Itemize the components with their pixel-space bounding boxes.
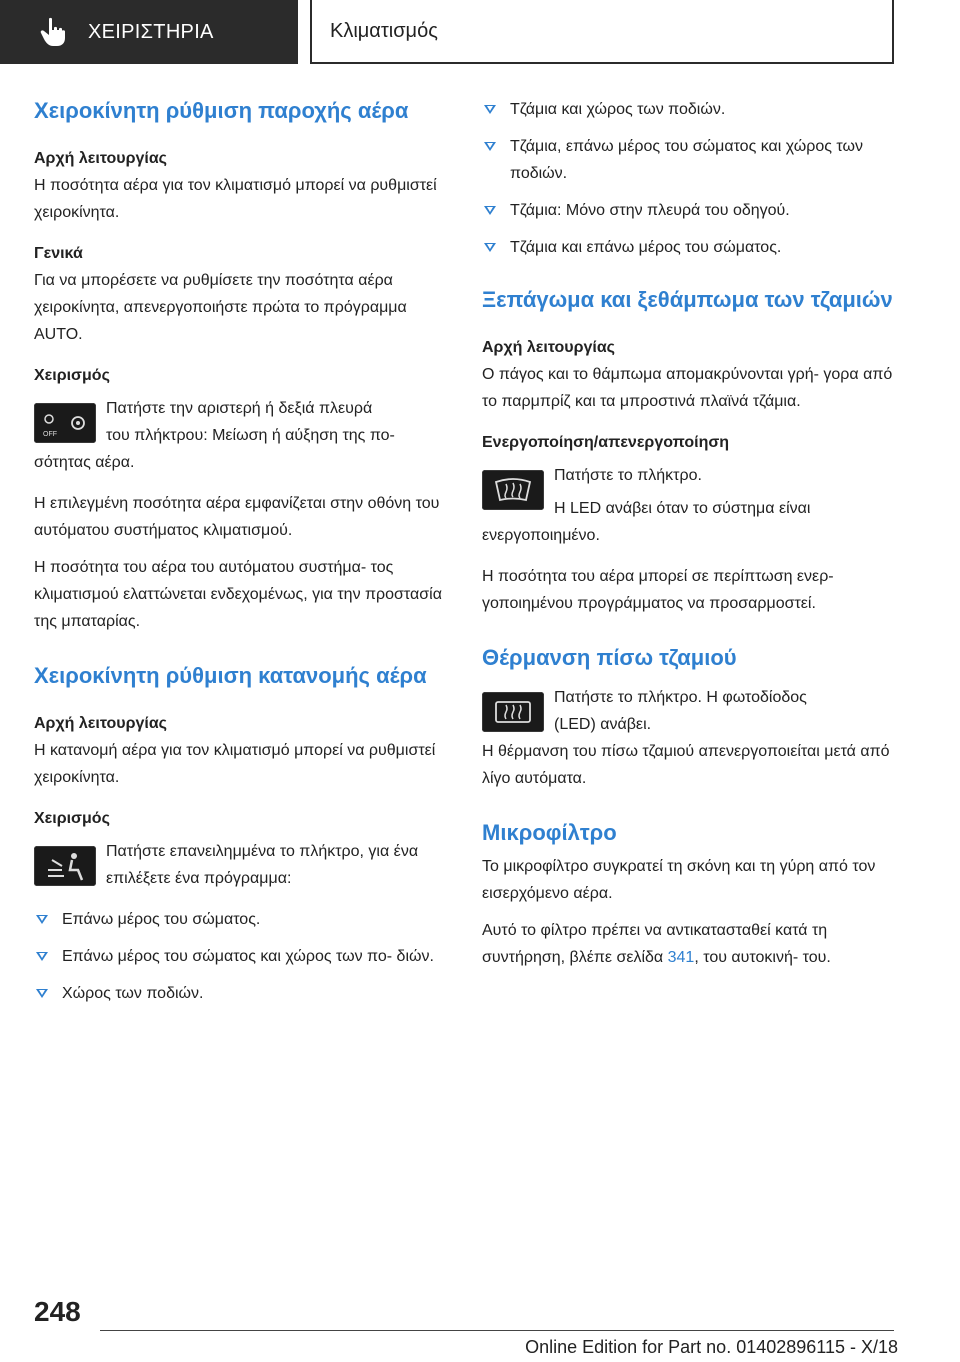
list-item: Τζάμια: Μόνο στην πλευρά του οδηγού. bbox=[482, 197, 902, 224]
list-item: Επάνω μέρος του σώματος. bbox=[34, 906, 450, 933]
op-line2: (LED) ανάβει. bbox=[554, 716, 652, 733]
list-item: Τζάμια και επάνω μέρος του σώματος. bbox=[482, 234, 902, 261]
paragraph: Αυτό το φίλτρο πρέπει να αντικατασταθεί κατά τη συντήρηση, βλέπε σελίδα 341, του αυτοκινή- του. bbox=[482, 922, 831, 966]
left-column bbox=[34, 96, 450, 1017]
air-distribution-button-icon bbox=[34, 846, 96, 886]
paragraph: Η ποσότητα αέρα για τον κλιματισμό μπορεί να ρυθμιστεί χειροκίνητα. bbox=[34, 177, 437, 221]
footer-divider bbox=[100, 1330, 894, 1331]
heading-toggle: Ενεργοποίηση/απενεργοποίηση bbox=[482, 434, 730, 451]
op-line1: Πατήστε το πλήκτρο. Η φωτοδίοδος bbox=[554, 689, 807, 706]
paragraph: σότητας αέρα. bbox=[34, 454, 135, 471]
heading-principle: Αρχή λειτουργίας bbox=[482, 339, 615, 356]
bullet-triangle-icon bbox=[484, 142, 496, 151]
paragraph: Η κατανομή αέρα για τον κλιματισμό μπορεί να ρυθμιστεί χειροκίνητα. bbox=[34, 742, 436, 786]
rear-window-defrost-button-icon bbox=[482, 692, 544, 732]
bullet-triangle-icon bbox=[36, 915, 48, 924]
bullet-triangle-icon bbox=[484, 243, 496, 252]
page-link[interactable]: 341 bbox=[667, 949, 695, 966]
list-item: Επάνω μέρος του σώματος και χώρος των πο- διών. bbox=[34, 943, 450, 970]
svg-text:OFF: OFF bbox=[43, 431, 57, 438]
list-item: Χώρος των ποδιών. bbox=[34, 980, 450, 1007]
heading-general: Γενικά bbox=[34, 245, 83, 262]
fan-button-icon bbox=[34, 403, 96, 443]
paragraph: Ο πάγος και το θάμπωμα απομακρύνονται γρή- γορα από το παρμπρίζ και τα μπροστινά πλαϊνά τζάμια. bbox=[482, 366, 893, 410]
paragraph: Η ποσότητα του αέρα μπορεί σε περίπτωση ενερ- γοποιημένου προγράμματος να προσαρμοστεί. bbox=[482, 568, 834, 612]
op-line1: Πατήστε την αριστερή ή δεξιά πλευρά bbox=[106, 400, 373, 417]
header-tab[interactable] bbox=[0, 0, 298, 64]
heading-operation: Χειρισμός bbox=[34, 810, 110, 827]
section-title-defrost: Ξεπάγωμα και ξεθάμπωμα των τζαμιών bbox=[482, 287, 893, 312]
pointing-hand-icon bbox=[40, 17, 66, 47]
bullet-triangle-icon bbox=[484, 105, 496, 114]
windshield-defrost-button-icon bbox=[482, 470, 544, 510]
chapter-title: Κλιματισμός bbox=[330, 19, 438, 42]
air-distribution-button-row bbox=[34, 838, 450, 892]
op-line2: του πλήκτρου: Μείωση ή αύξηση της πο- bbox=[106, 427, 395, 444]
paragraph: Η ποσότητα του αέρα του αυτόματου συστήμα- τος κλιματισμού ελαττώνεται ενδεχομένως, για την προστασία της μπαταρίας. bbox=[34, 559, 442, 630]
paragraph: Η θέρμανση του πίσω τζαμιού απενεργοποιείται μετά από λίγο αυτόματα. bbox=[482, 743, 890, 787]
page-number: 248 bbox=[34, 1296, 81, 1327]
section-title-rear-window: Θέρμανση πίσω τζαμιού bbox=[482, 645, 737, 670]
distribution-list-continued bbox=[482, 96, 902, 261]
bullet-triangle-icon bbox=[36, 989, 48, 998]
op-line1: Πατήστε το πλήκτρο. bbox=[554, 467, 702, 484]
section-title-microfilter: Μικροφίλτρο bbox=[482, 820, 617, 845]
right-column bbox=[482, 96, 902, 971]
bullet-triangle-icon bbox=[484, 206, 496, 215]
op-line2: Η LED ανάβει όταν το σύστημα είναι bbox=[554, 500, 811, 517]
paragraph: Το μικροφίλτρο συγκρατεί τη σκόνη και τη γύρη από τον εισερχόμενο αέρα. bbox=[482, 858, 876, 902]
chapter-header bbox=[310, 0, 894, 64]
header-tab-label: ΧΕΙΡΙΣΤΗΡΙΑ bbox=[88, 20, 214, 43]
list-item: Τζάμια, επάνω μέρος του σώματος και χώρος των ποδιών. bbox=[482, 133, 902, 187]
paragraph: Για να μπορέσετε να ρυθμίσετε την ποσότητα αέρα χειροκίνητα, απενεργοποιήστε πρώτα το πρόγραμμα AUTO. bbox=[34, 272, 407, 343]
paragraph: Η επιλεγμένη ποσότητα αέρα εμφανίζεται στην οθόνη του αυτόματου συστήματος κλιματισμού. bbox=[34, 495, 440, 539]
bullet-triangle-icon bbox=[36, 952, 48, 961]
heading-principle: Αρχή λειτουργίας bbox=[34, 150, 167, 167]
distribution-list bbox=[34, 906, 450, 1007]
fan-button-row bbox=[34, 395, 450, 449]
defrost-button-row bbox=[482, 462, 902, 522]
heading-principle: Αρχή λειτουργίας bbox=[34, 715, 167, 732]
rear-defrost-button-row bbox=[482, 684, 902, 738]
section-title-air-distribution: Χειροκίνητη ρύθμιση κατανομής αέρα bbox=[34, 663, 427, 688]
op-text: Πατήστε επανειλημμένα το πλήκτρο, για ένα επιλέξετε ένα πρόγραμμα: bbox=[106, 843, 419, 887]
section-title-air-volume: Χειροκίνητη ρύθμιση παροχής αέρα bbox=[34, 98, 409, 123]
list-item: Τζάμια και χώρος των ποδιών. bbox=[482, 96, 902, 123]
footer-edition: Online Edition for Part no. 01402896115 - X/18 bbox=[525, 1337, 898, 1357]
heading-operation: Χειρισμός bbox=[34, 367, 110, 384]
paragraph: ενεργοποιημένο. bbox=[482, 527, 600, 544]
